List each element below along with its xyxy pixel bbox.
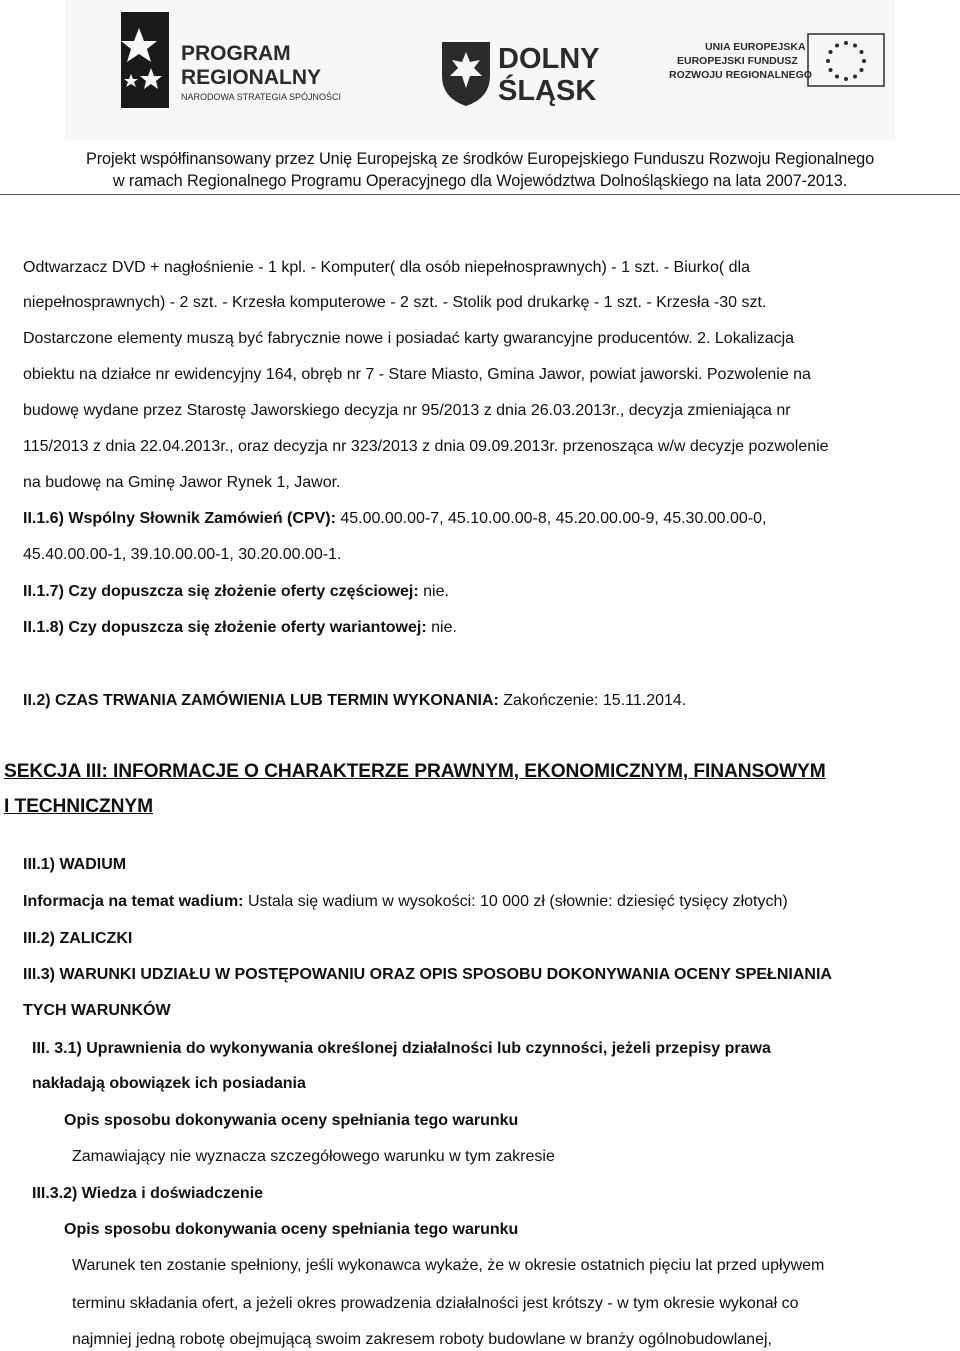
svg-text:ŚLĄSK: ŚLĄSK [498,75,597,107]
cofinancing-banner-line-1: Projekt współfinansowany przez Unię Europejską ze środków Europejskiego Funduszu Rozwoju Regionalnego [85,150,875,168]
section-title-continued: I TECHNICZNYM [4,796,153,817]
duration-label: II.2) CZAS TRWANIA ZAMÓWIENIA LUB TERMIN WYKONANIA: [23,692,499,709]
wadium-info [23,892,788,912]
paragraph-line: obiektu na działce nr ewidencyjny 164, obręb nr 7 - Stare Miasto, Gmina Jawor, powiat jaworski. Pozwolenie na [23,366,811,383]
section-title: SEKCJA III: INFORMACJE O CHARAKTERZE PRAWNYM, EKONOMICZNYM, FINANSOWYM [4,761,826,782]
paragraph-line: na budowę na Gminę Jawor Rynek 1, Jawor. [23,474,341,491]
cofinancing-banner-line-2: w ramach Regionalnego Programu Operacyjnego dla Województwa Dolnośląskiego na lata 2007-2013. [112,172,848,190]
cpv-field [23,509,767,529]
paragraph-line: 115/2013 z dnia 22.04.2013r., oraz decyzja nr 323/2013 z dnia 09.09.2013r. przenosząca w/w decyzje pozwolenie [23,438,829,455]
opis-text: terminu składania ofert, a jeżeli okres prowadzenia działalności jest krótszy - w tym okresie wykonał co [72,1295,799,1312]
opis-text: najmniej jedną robotę obejmującą swoim zakresem roboty budowlane w branży ogólnobudowlanej, [72,1331,772,1348]
opis-text: Warunek ten zostanie spełniony, jeśli wykonawca wykaże, że w okresie ostatnich pięciu lat przed upływem [72,1257,825,1274]
cpv-value: 45.00.00.00-7, 45.10.00.00-8, 45.20.00.00-9, 45.30.00.00-0, [340,510,767,527]
program-regionalny-logo [111,8,381,108]
duration-value: Zakończenie: 15.11.2014. [503,692,687,709]
zaliczki-heading: III.2) ZALICZKI [23,930,133,947]
cpv-value-continued: 45.40.00.00-1, 39.10.00.00-1, 30.20.00.00-1. [23,546,342,563]
wadium-heading: III.1) WADIUM [23,856,127,873]
paragraph-line: Odtwarzacz DVD + nagłośnienie - 1 kpl. - Komputer( dla osób niepełnosprawnych) - 1 szt. - Biurko( dla [23,259,750,276]
partial-offer-field [23,582,449,602]
paragraph-line: budowę wydane przez Starostę Jaworskiego decyzja nr 95/2013 z dnia 26.03.2013r., decyzja zmieniająca nr [23,402,791,419]
eu-fund-logo [665,30,890,90]
svg-text:DOLNY: DOLNY [498,43,600,75]
header-divider [0,194,960,195]
paragraph-line: Dostarczone elementy muszą być fabrycznie nowe i posiadać karty gwarancyjne producentów. 2. Lokalizacja [23,330,795,347]
svg-text:ROZWOJU REGIONALNEGO: ROZWOJU REGIONALNEGO [669,69,812,81]
variant-offer-label: II.1.8) Czy dopuszcza się złożenie oferty wariantowej: [23,619,427,636]
opis-heading: Opis sposobu dokonywania oceny spełniania tego warunku [64,1112,519,1129]
wadium-value: Ustala się wadium w wysokości: 10 000 zł (słownie: dziesięć tysięcy złotych) [247,893,788,910]
partial-offer-value: nie. [423,583,449,600]
wiedza-heading: III.3.2) Wiedza i doświadczenie [32,1185,264,1202]
wadium-label: Informacja na temat wadium: [23,893,244,910]
partial-offer-label: II.1.7) Czy dopuszcza się złożenie oferty częściowej: [23,583,419,600]
opis-text: Zamawiający nie wyznacza szczegółowego warunku w tym zakresie [72,1148,555,1165]
dolny-slask-logo [436,36,606,108]
svg-text:REGIONALNY: REGIONALNY [181,66,322,89]
duration-field [23,691,686,711]
svg-text:EUROPEJSKI FUNDUSZ: EUROPEJSKI FUNDUSZ [677,55,798,67]
svg-text:UNIA EUROPEJSKA: UNIA EUROPEJSKA [705,41,806,53]
warunki-heading-continued: TYCH WARUNKÓW [23,1002,171,1019]
paragraph-line: niepełnosprawnych) - 2 szt. - Krzesła komputerowe - 2 szt. - Stolik pod drukarkę - 1 szt. - Krzesła -30 szt. [23,294,767,311]
opis-heading: Opis sposobu dokonywania oceny spełniania tego warunku [64,1221,519,1238]
document-header [0,0,960,194]
svg-text:PROGRAM: PROGRAM [181,42,291,65]
uprawnienia-heading: III. 3.1) Uprawnienia do wykonywania określonej działalności lub czynności, jeżeli przepisy prawa [32,1040,771,1057]
warunki-heading: III.3) WARUNKI UDZIAŁU W POSTĘPOWANIU ORAZ OPIS SPOSOBU DOKONYWANIA OCENY SPEŁNIANIA [23,966,832,983]
variant-offer-field [23,618,457,638]
variant-offer-value: nie. [431,619,457,636]
cpv-label: II.1.6) Wspólny Słownik Zamówień (CPV): [23,510,336,527]
uprawnienia-heading-continued: nakładają obowiązek ich posiadania [32,1075,306,1092]
svg-text:NARODOWA STRATEGIA SPÓJNOŚCI: NARODOWA STRATEGIA SPÓJNOŚCI [181,92,342,102]
